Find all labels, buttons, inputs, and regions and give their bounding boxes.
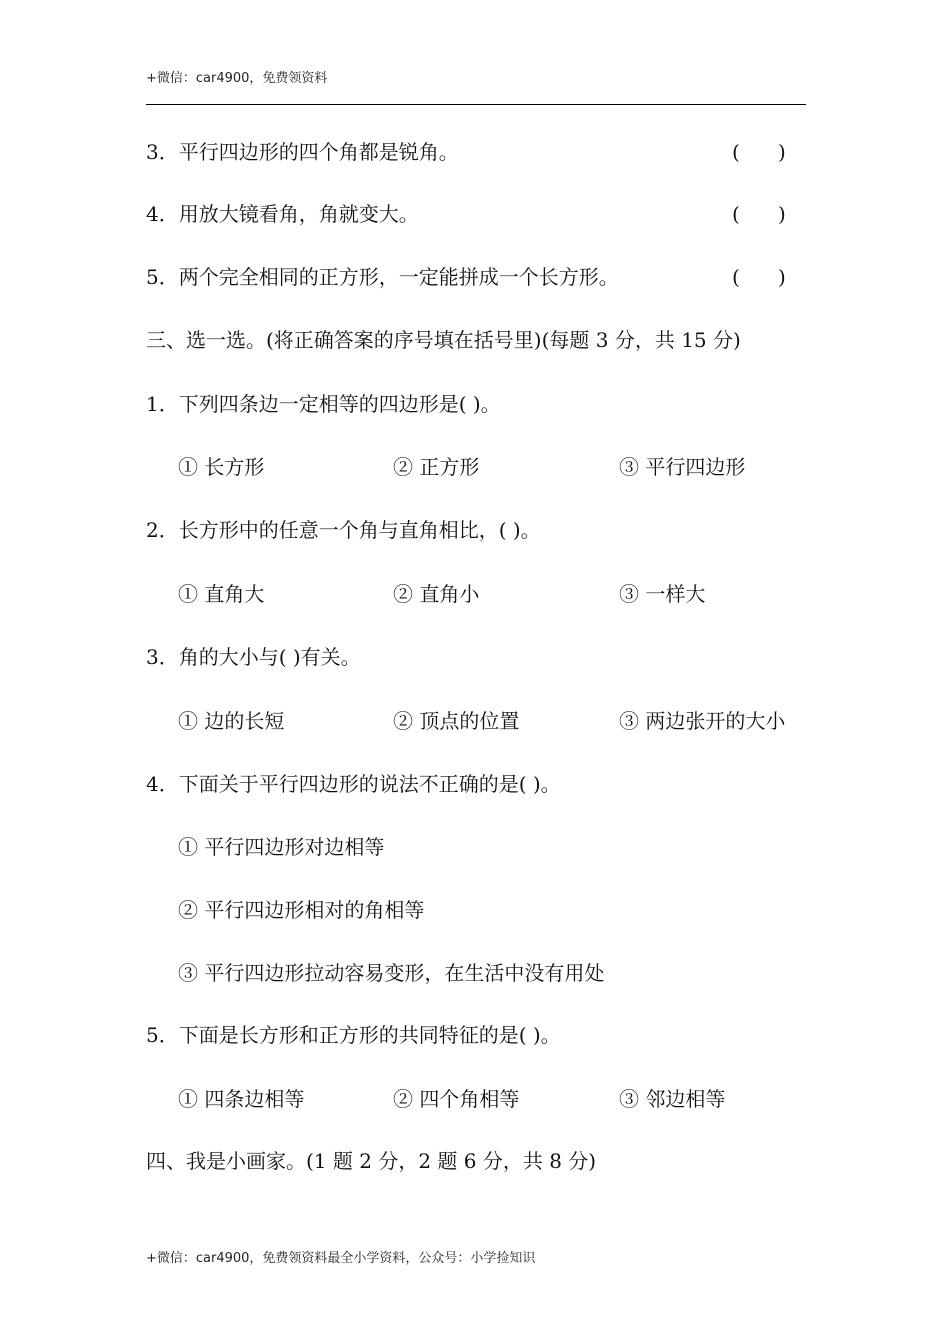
q4-option-2: ② 平行四边形相对的角相等: [178, 898, 425, 922]
judge-answer-paren-5: ( ): [732, 265, 786, 289]
judge-item-3: 3．平行四边形的四个角都是锐角。: [146, 140, 459, 164]
section-4-title: 四、我是小画家。(1 题 2 分，2 题 6 分，共 8 分): [146, 1149, 597, 1173]
header-divider: [146, 104, 806, 105]
question-2: 2．长方形中的任意一个角与直角相比，( )。: [146, 518, 541, 542]
judge-answer-paren-4: ( ): [732, 202, 786, 226]
judge-item-5: 5．两个完全相同的正方形，一定能拼成一个长方形。: [146, 265, 619, 289]
q5-option-1: ① 四条边相等: [178, 1087, 305, 1111]
q1-option-3: ③ 平行四边形: [619, 455, 746, 479]
q1-option-2: ② 正方形: [393, 455, 480, 479]
q3-option-1: ① 边的长短: [178, 709, 285, 733]
q5-option-3: ③ 邻边相等: [619, 1087, 726, 1111]
header-watermark: +微信：car4900，免费领资料: [146, 71, 328, 86]
q3-option-3: ③ 两边张开的大小: [619, 709, 786, 733]
q2-option-1: ① 直角大: [178, 582, 265, 606]
q5-option-2: ② 四个角相等: [393, 1087, 520, 1111]
q4-option-3: ③ 平行四边形拉动容易变形，在生活中没有用处: [178, 961, 605, 985]
footer-watermark: +微信：car4900，免费领资料最全小学资料，公众号：小学捡知识: [146, 1251, 536, 1266]
q2-option-3: ③ 一样大: [619, 582, 706, 606]
q2-option-2: ② 直角小: [393, 582, 480, 606]
judge-answer-paren-3: ( ): [732, 140, 786, 164]
question-4: 4．下面关于平行四边形的说法不正确的是( )。: [146, 772, 561, 796]
question-5: 5．下面是长方形和正方形的共同特征的是( )。: [146, 1023, 561, 1047]
question-3: 3．角的大小与( )有关。: [146, 645, 361, 669]
judge-item-4: 4．用放大镜看角，角就变大。: [146, 202, 419, 226]
q3-option-2: ② 顶点的位置: [393, 709, 520, 733]
question-1: 1．下列四条边一定相等的四边形是( )。: [146, 392, 501, 416]
section-3-title: 三、选一选。(将正确答案的序号填在括号里)(每题 3 分，共 15 分): [146, 328, 741, 352]
q4-option-1: ① 平行四边形对边相等: [178, 835, 385, 859]
q1-option-1: ① 长方形: [178, 455, 265, 479]
